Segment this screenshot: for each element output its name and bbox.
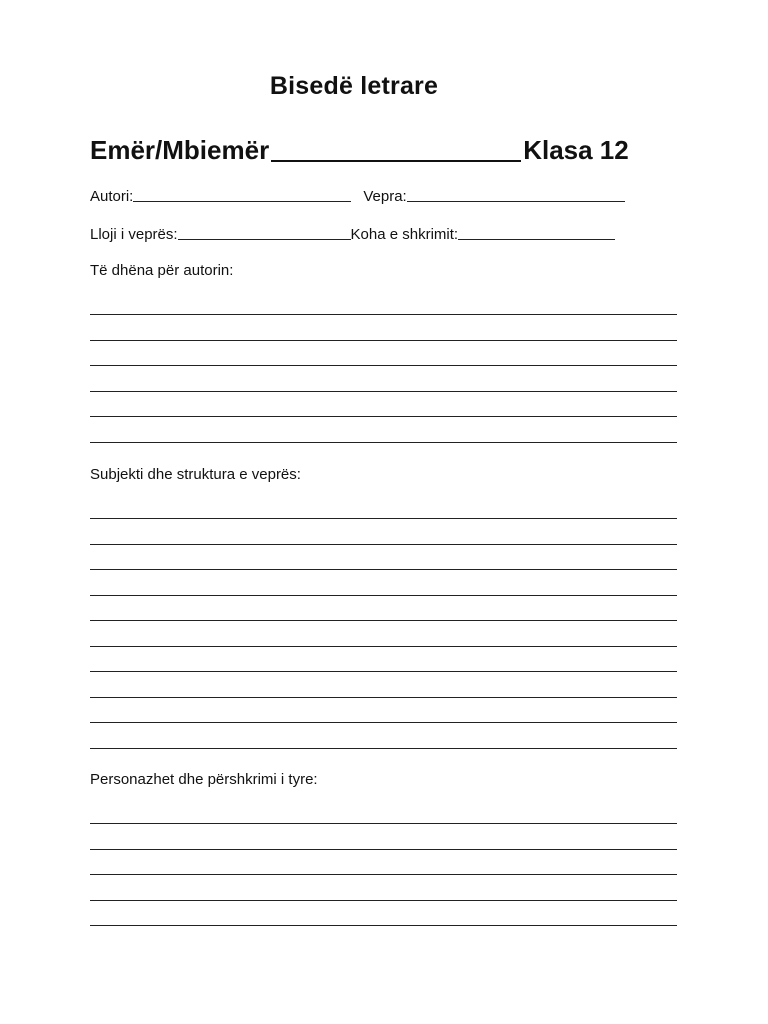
work-label: Vepra: [363, 188, 407, 205]
write-line[interactable] [90, 748, 677, 749]
write-line[interactable] [90, 569, 677, 570]
write-line[interactable] [90, 925, 677, 926]
write-line[interactable] [90, 340, 677, 341]
write-line[interactable] [90, 518, 677, 519]
author-work-row [90, 183, 690, 205]
write-line[interactable] [90, 620, 677, 621]
write-line[interactable] [90, 849, 677, 850]
write-line[interactable] [90, 697, 677, 698]
section-label-characters: Personazhet dhe përshkrimi i tyre: [90, 771, 318, 788]
write-line[interactable] [90, 722, 677, 723]
author-label: Autori: [90, 188, 134, 205]
time-blank[interactable] [458, 223, 615, 240]
write-line[interactable] [90, 823, 677, 824]
section-label-plot-structure: Subjekti dhe struktura e veprës: [90, 466, 301, 483]
write-line[interactable] [90, 365, 677, 366]
write-line[interactable] [90, 900, 677, 901]
write-line[interactable] [90, 646, 677, 647]
time-label: Koha e shkrimit: [350, 226, 459, 243]
name-blank[interactable] [271, 130, 521, 162]
genre-label: Lloji i veprës: [90, 226, 178, 243]
write-line[interactable] [90, 874, 677, 875]
write-line[interactable] [90, 416, 677, 417]
write-line[interactable] [90, 314, 677, 315]
author-blank[interactable] [133, 185, 351, 202]
genre-time-row [90, 221, 690, 243]
name-label: Emër/Mbiemër [90, 135, 270, 165]
section-label-author-info: Të dhëna për autorin: [90, 262, 234, 279]
name-class-row [90, 130, 690, 166]
write-line[interactable] [90, 442, 677, 443]
genre-blank[interactable] [178, 223, 351, 240]
write-line[interactable] [90, 595, 677, 596]
class-label: Klasa 12 [523, 135, 629, 165]
work-blank[interactable] [407, 185, 625, 202]
write-line[interactable] [90, 391, 677, 392]
write-line[interactable] [90, 544, 677, 545]
write-line[interactable] [90, 671, 677, 672]
page-title: Bisedë letrare [269, 72, 439, 100]
